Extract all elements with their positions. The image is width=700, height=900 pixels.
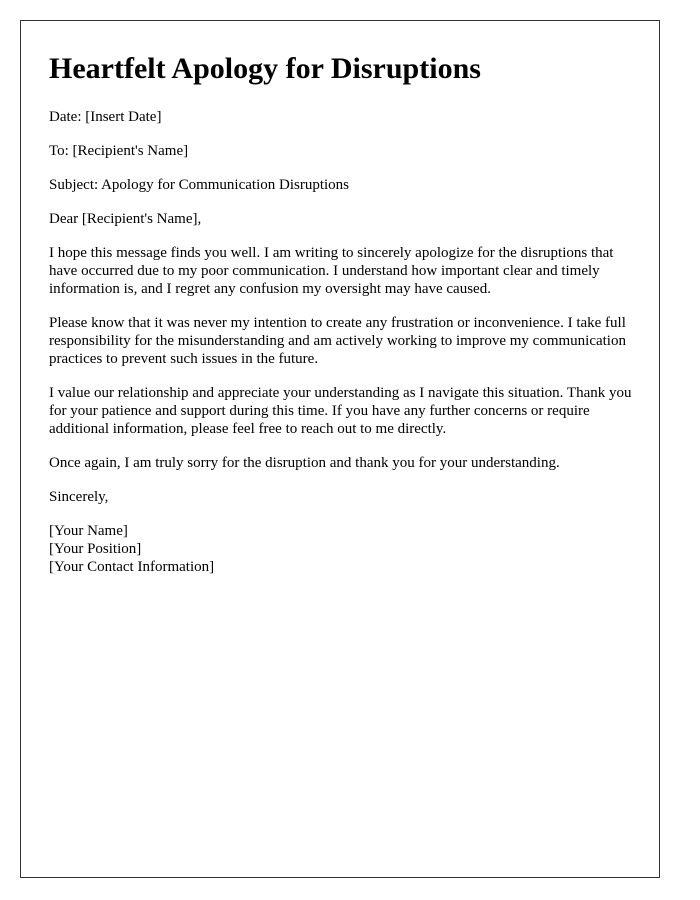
- letter-body: [49, 51, 639, 592]
- closing: Sincerely,: [49, 489, 109, 505]
- body-paragraph: I value our relationship and appreciate your understanding as I navigate this situation. Thank you for your patience and support during this time. If you have any further concerns or require additional information, please feel free to reach out to me directly.: [49, 385, 632, 437]
- body-paragraph: Please know that it was never my intention to create any frustration or inconvenience. I take full responsibility for the misunderstanding and am actively working to improve my communication practices to prevent such issues in the future.: [49, 315, 626, 367]
- subject-line: Subject: Apology for Communication Disruptions: [49, 177, 349, 193]
- letter-page: [20, 20, 660, 878]
- recipient-line: To: [Recipient's Name]: [49, 143, 189, 159]
- letter-title: Heartfelt Apology for Disruptions: [49, 52, 481, 85]
- body-paragraph: I hope this message finds you well. I am writing to sincerely apologize for the disruptions that have occurred due to my poor communication. I understand how important clear and timely information is, and I regret any confusion my oversight may have caused.: [49, 245, 614, 297]
- signature-name: [Your Name]: [49, 523, 128, 539]
- signature-block: [49, 522, 639, 576]
- body-paragraph: Once again, I am truly sorry for the disruption and thank you for your understanding.: [49, 455, 560, 471]
- signature-position: [Your Position]: [49, 541, 142, 557]
- date-line: Date: [Insert Date]: [49, 109, 162, 125]
- signature-contact: [Your Contact Information]: [49, 559, 215, 575]
- salutation: Dear [Recipient's Name],: [49, 211, 202, 227]
